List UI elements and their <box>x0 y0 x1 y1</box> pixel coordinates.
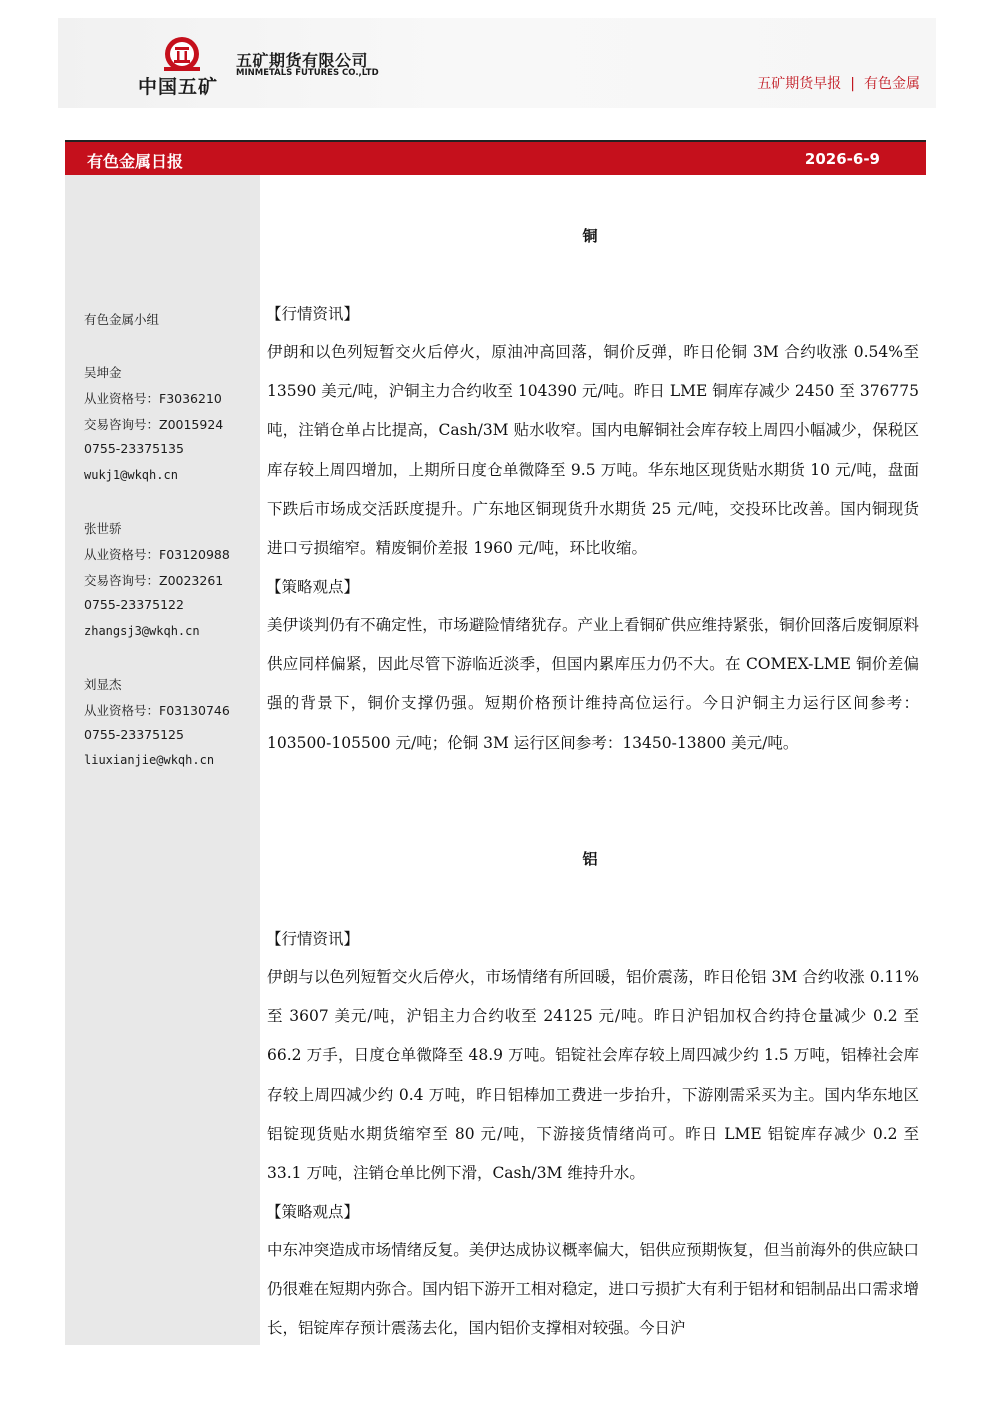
copper-market-info: 伊朗和以色列短暂交火后停火，原油冲高回落，铜价反弹，昨日伦铜 3M 合约收涨 0.54%至 13590 美元/吨，沪铜主力合约收至 104390 元/吨。昨日 LME 铜库存减少 2450 至 376775 吨，注销仓单占比提高，Cash/3M 贴水收窄。国内电解铜社会库存较上周四小幅减少，保税区库存较上周四增加，上期所日度仓单微降至 9.5 万吨。华东地区现货贴水期货 10 元/吨，盘面下跌后市场成交活跃度提升。广东地区铜现货升水期货 25 元/吨，交投环比改善。国内铜现货进口亏损缩窄。精废铜价差报 1960 元/吨，环比收缩。 <box>267 343 919 558</box>
header-separator: | <box>850 76 855 92</box>
analyst-sidebar <box>65 175 260 1345</box>
report-title-bar <box>65 140 926 175</box>
aluminium-market-info: 伊朗与以色列短暂交火后停火，市场情绪有所回暖，铝价震荡，昨日伦铝 3M 合约收涨 0.11%至 3607 美元/吨，沪铝主力合约收至 24125 元/吨。昨日沪铝加权合约持仓量减少 0.2 至 66.2 万手，日度仓单微降至 48.9 万吨。铝锭社会库存较上周四减少约 1.5 万吨，铝棒社会库存较上周四减少约 0.4 万吨，昨日铝棒加工费进一步抬升，下游刚需采买为主。国内华东地区铝锭现货贴水期货缩窄至 80 元/吨，下游接货情绪尚可。昨日 LME 铝锭库存减少 0.2 至 33.1 万吨，注销仓单比例下滑，Cash/3M 维持升水。 <box>267 968 919 1183</box>
analyst-license: 从业资格号：F3036210 <box>84 391 222 406</box>
report-title: 有色金属日报 <box>87 152 184 171</box>
section-title-copper: 铜 <box>582 227 598 245</box>
aluminium-strategy: 中东冲突造成市场情绪反复。美伊达成协议概率偏大，铝供应预期恢复，但当前海外的供应缺口仍很难在短期内弥合。国内铝下游开工相对稳定，进口亏损扩大有利于铝材和铝制品出口需求增长，铝锭库存预计震荡去化，国内铝价支撑相对较强。今日沪 <box>267 1241 919 1338</box>
market-info-label: 【行情资讯】 <box>266 305 360 323</box>
analyst-email[interactable]: zhangsj3@wkqh.cn <box>84 624 200 638</box>
analyst-phone: 0755-23375135 <box>84 441 184 456</box>
analyst-phone: 0755-23375125 <box>84 727 184 742</box>
analyst-license: 从业资格号：F03120988 <box>84 547 230 562</box>
team-name: 有色金属小组 <box>84 312 160 327</box>
logo-wordmark: 中国五矿 <box>138 76 219 98</box>
analyst-email[interactable]: liuxianjie@wkqh.cn <box>84 753 215 767</box>
report-series-name: 五矿期货早报 <box>757 76 842 92</box>
strategy-label: 【策略观点】 <box>266 1203 360 1221</box>
analyst-license: 从业资格号：F03130746 <box>84 703 230 718</box>
copper-strategy: 美伊谈判仍有不确定性，市场避险情绪犹存。产业上看铜矿供应维持紧张，铜价回落后废铜原料供应同样偏紧，因此尽管下游临近淡季，但国内累库压力仍不大。在 COMEX-LME 铜价差偏强的背景下，铜价支撑仍强。短期价格预计维持高位运行。今日沪铜主力运行区间参考：103500-105500 元/吨；伦铜 3M 运行区间参考：13450-13800 美元/吨。 <box>267 616 919 752</box>
report-date: 2026-6-9 <box>804 150 880 168</box>
report-series-label <box>757 73 920 93</box>
analyst-name: 刘显杰 <box>84 677 122 692</box>
analyst-phone: 0755-23375122 <box>84 597 184 612</box>
strategy-label: 【策略观点】 <box>266 578 360 596</box>
section-title-aluminium: 铝 <box>582 850 598 868</box>
company-name-en: MINMETALS FUTURES CO.,LTD <box>236 68 379 78</box>
market-info-label: 【行情资讯】 <box>266 930 360 948</box>
analyst-name: 张世骄 <box>84 521 122 536</box>
minmetals-logo-icon <box>162 34 202 74</box>
analyst-advisory-id: 交易咨询号：Z0015924 <box>84 417 224 432</box>
analyst-name: 吴坤金 <box>84 365 122 380</box>
company-name-cn: 五矿期货有限公司 <box>236 51 369 70</box>
analyst-advisory-id: 交易咨询号：Z0023261 <box>84 573 224 588</box>
analyst-email[interactable]: wukj1@wkqh.cn <box>84 468 178 482</box>
report-category-name: 有色金属 <box>864 76 920 92</box>
